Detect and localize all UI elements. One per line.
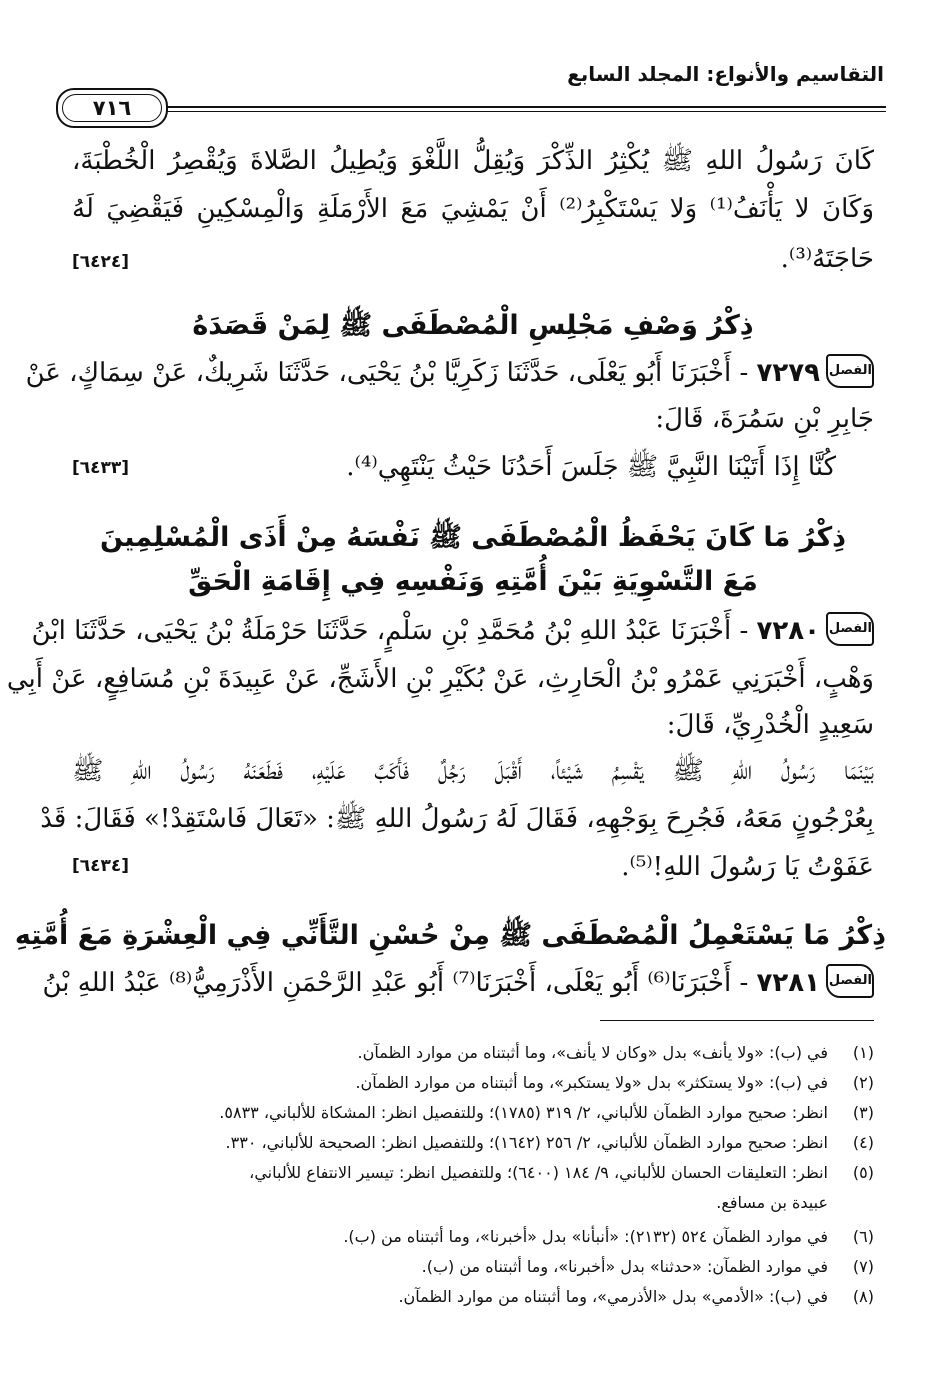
hadith-chain-line bbox=[31, 608, 874, 654]
hadith-chain-text: - أَخْبَرَنَا عَبْدُ اللهِ بْنُ مُحَمَّدِ بْنِ سَلْمٍ، حَدَّثَنَا حَرْمَلَةُ بْنُ يَحْيَى، حَدَّثَنَا ابْنُ bbox=[31, 616, 749, 646]
footnote-text: عبيدة بن مسافع. bbox=[716, 1193, 828, 1212]
intro-line-2: وَكَانَ لا يَأْنَفُ⁽¹⁾ وَلا يَسْتَكْبِرُ⁽²⁾ أَنْ يَمْشِيَ مَعَ الأَرْمَلَةِ وَالْمِسْكِينِ فَيَقْضِيَ لَهُ bbox=[72, 194, 874, 224]
footnote-number: (٦) bbox=[852, 1227, 874, 1246]
footnote-text: في موارد الظمآن: «حدثنا» بدل «أخبرنا»، وما أثبتناه من (ب). bbox=[421, 1257, 828, 1276]
running-header-title: التقاسيم والأنواع: المجلد السابع bbox=[567, 62, 884, 86]
hadith-number: ٧٢٨٠ bbox=[756, 616, 820, 646]
hadith-text-line-1: بَيْنَمَا رَسُولُ اللهِ ﷺ يَقْسِمُ شَيْئاً، أَقْبَلَ رَجُلٌ فَأَكَبَّ عَلَيْهِ، فَطَعَنَهُ رَسُولُ اللهِ ﷺ bbox=[72, 756, 874, 786]
footnote-number: (٥) bbox=[852, 1163, 874, 1182]
footnote-continuation bbox=[72, 1188, 874, 1218]
footnote-text: انظر: صحيح موارد الظمآن للألباني، ٢/ ٢٥٦ (١٦٤٢)؛ وللتفصيل انظر: الصحيحة للألباني، ٣٣٠. bbox=[225, 1133, 828, 1152]
hadith-chain-text: - أَخْبَرَنَا⁽⁶⁾ أَبُو يَعْلَى، أَخْبَرَنَا⁽⁷⁾ أَبُو عَبْدِ الرَّحْمَنِ الأَذْرَمِيُّ⁽⁸⁾ عَبْدُ اللهِ بْنُ bbox=[42, 968, 749, 998]
fasl-badge: الفصل bbox=[826, 354, 874, 388]
footnote bbox=[72, 1068, 874, 1098]
footnote bbox=[72, 1252, 874, 1282]
footnote bbox=[72, 1282, 874, 1312]
page-number: ٧١٦ bbox=[62, 94, 162, 122]
footnote bbox=[72, 1222, 874, 1252]
footnote bbox=[72, 1038, 874, 1068]
hadith-text-line-3: عَفَوْتُ يَا رَسُولَ اللهِ!⁽⁵⁾. bbox=[621, 852, 874, 882]
hadith-chain-text: - أَخْبَرَنَا أَبُو يَعْلَى، حَدَّثَنَا زَكَرِيَّا بْنُ يَحْيَى، حَدَّثَنَا شَرِيكٌ، عَنْ سِمَاكٍ، عَنْ bbox=[25, 358, 749, 388]
hadith-reference: [٦٤٣٤] bbox=[72, 856, 130, 876]
footnote-text: في (ب): «ولا يستكثر» بدل «ولا يستكبر»، وما أثبتناه من موارد الظمآن. bbox=[355, 1073, 828, 1092]
footnote-rule bbox=[600, 1020, 874, 1021]
header-rule bbox=[78, 106, 886, 108]
hadith-text-line-2: بِعُرْجُونٍ مَعَهُ، فَجُرِحَ بِوَجْهِهِ، فَقَالَ لَهُ رَسُولُ اللهِ ﷺ: «تَعَالَ فَاسْتَقِدْ!» فَقَالَ: قَدْ bbox=[40, 804, 874, 834]
intro-line-3: حَاجَتَهُ⁽³⁾. bbox=[780, 244, 874, 274]
hadith-number: ٧٢٧٩ bbox=[756, 358, 820, 388]
hadith-chain-line bbox=[42, 960, 874, 1006]
section-heading: ذِكْرُ مَا كَانَ يَحْفَظُ الْمُصْطَفَى ﷺ نَفْسَهُ مِنْ أَذَى الْمُسْلِمِينَ bbox=[99, 522, 847, 553]
hadith-chain-line bbox=[25, 350, 874, 396]
footnote-text: انظر: صحيح موارد الظمآن للألباني، ٢/ ٣١٩ (١٧٨٥)؛ وللتفصيل انظر: المشكاة للألباني، ٥٨٣٣. bbox=[219, 1103, 828, 1122]
section-heading-line-2: مَعَ التَّسْوِيَةِ بَيْنَ أُمَّتِهِ وَنَفْسِهِ فِي إِقَامَةِ الْحَقِّ bbox=[188, 566, 758, 597]
header-rule-thin bbox=[78, 111, 886, 112]
hadith-reference: [٦٤٢٤] bbox=[72, 252, 130, 272]
footnote bbox=[72, 1158, 874, 1188]
section-heading: ذِكْرُ وَصْفِ مَجْلِسِ الْمُصْطَفَى ﷺ لِمَنْ قَصَدَهُ bbox=[192, 310, 754, 341]
footnote bbox=[72, 1098, 874, 1128]
intro-line-1: كَانَ رَسُولُ اللهِ ﷺ يُكْثِرُ الذِّكْرَ وَيُقِلُّ اللَّغْوَ وَيُطِيلُ الصَّلاةَ وَيُقْصِرُ الْخُطْبَةَ، bbox=[72, 146, 874, 176]
footnote-text: في (ب): «الأدمي» بدل «الأذرمي»، وما أثبتناه من موارد الظمآن. bbox=[398, 1287, 828, 1306]
hadith-number: ٧٢٨١ bbox=[756, 968, 820, 998]
hadith-chain-line-3: سَعِيدٍ الْخُدْرِيِّ، قَالَ: bbox=[666, 710, 874, 740]
footnote bbox=[72, 1128, 874, 1158]
footnote-number: (٧) bbox=[852, 1257, 874, 1276]
footnote-text: في موارد الظمآن ٥٢٤ (٢١٣٢): «أنبأنا» بدل «أخبرنا»، وما أثبتناه من (ب). bbox=[343, 1227, 828, 1246]
footnote-text: في (ب): «ولا يأنف» بدل «وكان لا يأنف»، وما أثبتناه من موارد الظمآن. bbox=[357, 1043, 828, 1062]
footnote-number: (٤) bbox=[852, 1133, 874, 1152]
footnote-text: انظر: التعليقات الحسان للألباني، ٩/ ١٨٤ (٦٤٠٠)؛ وللتفصيل انظر: تيسير الانتفاع للألباني، bbox=[249, 1163, 828, 1182]
hadith-text-line: كُنَّا إِذَا أَتَيْنَا النَّبِيَّ ﷺ جَلَسَ أَحَدُنَا حَيْثُ يَنْتَهِي⁽⁴⁾. bbox=[346, 452, 836, 482]
footnote-number: (٨) bbox=[852, 1287, 874, 1306]
fasl-badge: الفصل bbox=[826, 964, 874, 998]
footnote-number: (٢) bbox=[852, 1073, 874, 1092]
footnote-number: (١) bbox=[852, 1043, 874, 1062]
footnote-number: (٣) bbox=[852, 1103, 874, 1122]
section-heading: ذِكْرُ مَا يَسْتَعْمِلُ الْمُصْطَفَى ﷺ مِنْ حُسْنِ التَّأَنِّي فِي الْعِشْرَةِ مَعَ أُمَّتِهِ bbox=[14, 920, 886, 951]
fasl-badge: الفصل bbox=[826, 612, 874, 646]
hadith-reference: [٦٤٣٣] bbox=[72, 458, 130, 478]
hadith-chain-line-2: وَهْبٍ، أَخْبَرَنِي عَمْرُو بْنُ الْحَارِثِ، عَنْ بُكَيْرِ بْنِ الأَشَجِّ، عَنْ عَبِيدَةَ بْنِ مُسَافِعٍ، عَنْ أَبِي bbox=[6, 664, 874, 694]
hadith-chain-line-2: جَابِرِ بْنِ سَمُرَةَ، قَالَ: bbox=[655, 404, 874, 434]
page-number-frame bbox=[56, 88, 168, 128]
